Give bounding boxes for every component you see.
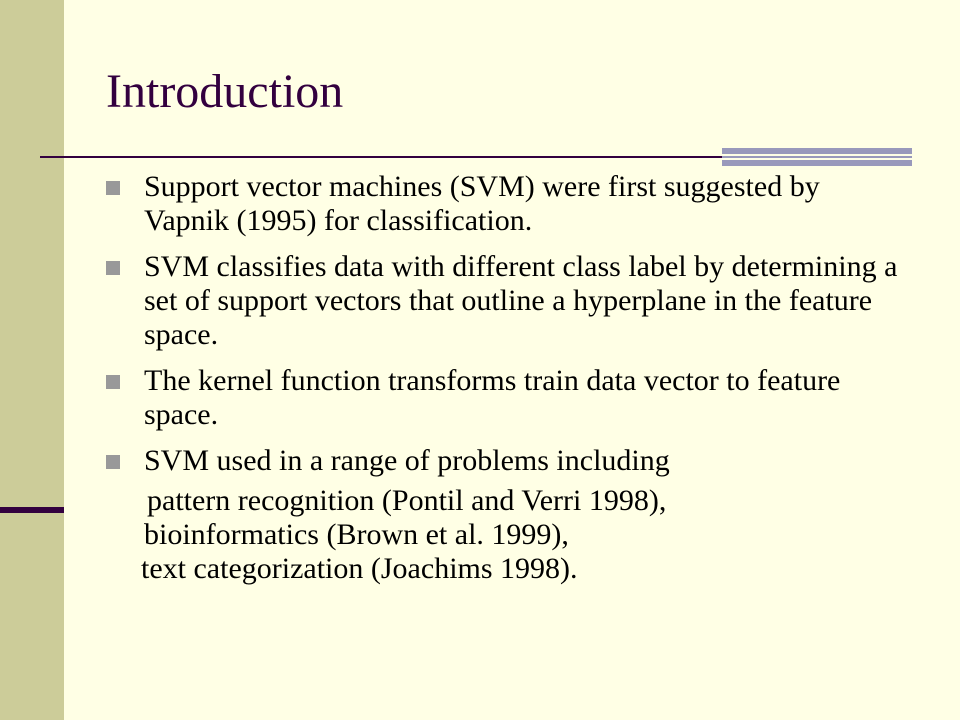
bullet-text: SVM classifies data with different class label by determining a set of support vectors that outline a hyperplane in the feature space. (144, 250, 898, 351)
bullet-list (106, 170, 906, 598)
title-underline-accent (722, 148, 912, 166)
square-bullet-icon (106, 455, 120, 469)
left-bar-accent-line (0, 507, 64, 513)
bullet-text: SVM used in a range of problems including (144, 444, 670, 477)
bullet-item (106, 250, 906, 352)
bullet-item (106, 444, 906, 478)
bullet-item (106, 364, 906, 432)
left-decorative-bar (0, 0, 64, 720)
square-bullet-icon (106, 181, 120, 195)
continuation-line: text categorization (Joachims 1998). (141, 552, 578, 585)
bullet-item (106, 170, 906, 238)
continuation-line: bioinformatics (Brown et al. 1999), (144, 518, 569, 551)
slide-title: Introduction (106, 65, 344, 118)
square-bullet-icon (106, 261, 120, 275)
bullet-text: The kernel function transforms train data vector to feature space. (144, 364, 841, 431)
continuation-line: pattern recognition (Pontil and Verri 1998), (147, 484, 667, 517)
bullet-text: Support vector machines (SVM) were first suggested by Vapnik (1995) for classification. (144, 170, 820, 237)
bullet-continuation (106, 484, 906, 586)
square-bullet-icon (106, 375, 120, 389)
